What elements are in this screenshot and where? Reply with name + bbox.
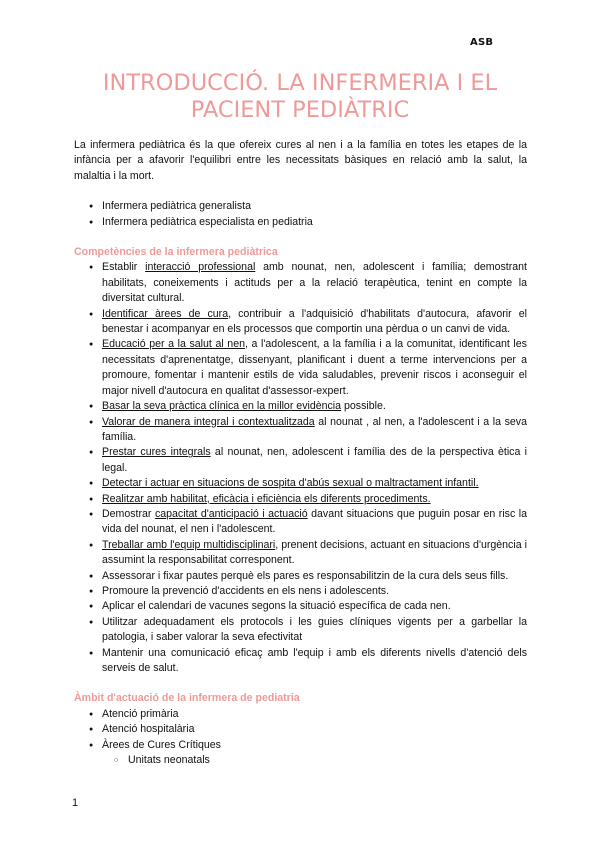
list-item: ● Detectar i actuar en situacions de sospita d'abús sexual o maltractament infantil. <box>74 476 527 491</box>
list-item: ● Establir interacció professional amb nounat, nen, adolescent i família; demostrant habilitats, coneixements i actituds per a la relació terapèutica, tenint en compte la diversitat cultural. <box>74 260 527 306</box>
nurse-types-list <box>74 199 527 230</box>
section-heading-scope: Àmbit d'actuació de la infermera de pediatria <box>74 692 300 705</box>
list-item: ● Utilitzar adequadament els protocols i les guies clíniques vigents per a garbellar la patologia, i saber valorar la seva efectivitat <box>74 615 527 646</box>
title-line-1: INTRODUCCIÓ. LA INFERMERIA I EL <box>102 70 498 96</box>
list-item: ● Basar la seva pràctica clínica en la millor evidència possible. <box>74 399 527 414</box>
list-item: ● Realitzar amb habilitat, eficàcia i eficiència els diferents procediments. <box>74 492 527 507</box>
list-item: ● Prestar cures integrals al nounat, nen, adolescent i família des de la perspectiva ètica i legal. <box>74 445 527 476</box>
sub-list-item: ○ Unitats neonatals <box>74 753 527 768</box>
list-item: ● Infermera pediàtrica especialista en pediatria <box>74 215 527 230</box>
scope-sublist <box>74 753 527 768</box>
competencies-list <box>74 260 527 676</box>
list-item: ● Educació per a la salut al nen, a l'adolescent, a la família i a la comunitat, identificant les necessitats d'aprenentatge, dissenyant, planificant i duent a terme intervencions per a promoure, fomentar i mantenir estils de vida saludables, prevenir riscos i aconseguir el major nivell d'autocura en qualitat d'assessor-expert. <box>74 337 527 399</box>
intro-paragraph: La infermera pediàtrica és la que ofereix cures al nen i a la família en totes les etapes de la infància per a afavorir l'equilibri entre les necessitats bàsiques en relació amb la salut, la malaltia i la mort. <box>74 139 527 182</box>
list-item: ● Aplicar el calendari de vacunes segons la situació específica de cada nen. <box>74 599 527 614</box>
page-number: 1 <box>72 797 79 809</box>
page-title <box>60 70 540 124</box>
list-item: ● Assessorar i fixar pautes perquè els pares es responsabilitzin de la cura dels seus fills. <box>74 569 527 584</box>
list-item: ● Mantenir una comunicació eficaç amb l'equip i amb els diferents nivells d'atenció dels serveis de salut. <box>74 646 527 677</box>
list-item: ● Valorar de manera integral i contextualitzada al nounat , al nen, a l'adolescent i a la seva família. <box>74 415 527 446</box>
list-item: ● Treballar amb l'equip multidisciplinari, prenent decisions, actuant en situacions d'urgència i assumint la responsabilitat corresponent. <box>74 538 527 569</box>
scope-list <box>74 707 527 753</box>
list-item: ● Identificar àrees de cura, contribuir a l'adquisició d'habilitats d'autocura, afavorir el benestar i acompanyar en els processos que comportin una pèrdua o un canvi de vida. <box>74 307 527 338</box>
header-tag: ASB <box>470 37 494 48</box>
list-item: ● Demostrar capacitat d'anticipació i actuació davant situacions que puguin posar en risc la vida del nounat, el nen i l'adolescent. <box>74 507 527 538</box>
list-item: ● Atenció hospitalària <box>74 722 527 737</box>
list-item: ● Àrees de Cures Crítiques <box>74 738 527 753</box>
document-body <box>74 138 527 768</box>
list-item: ● Promoure la prevenció d'accidents en els nens i adolescents. <box>74 584 527 599</box>
title-line-2: PACIENT PEDIÀTRIC <box>190 97 410 123</box>
list-item: ● Atenció primària <box>74 707 527 722</box>
list-item: ● Infermera pediàtrica generalista <box>74 199 527 214</box>
section-heading-competencies: Competències de la infermera pediàtrica <box>74 246 278 259</box>
